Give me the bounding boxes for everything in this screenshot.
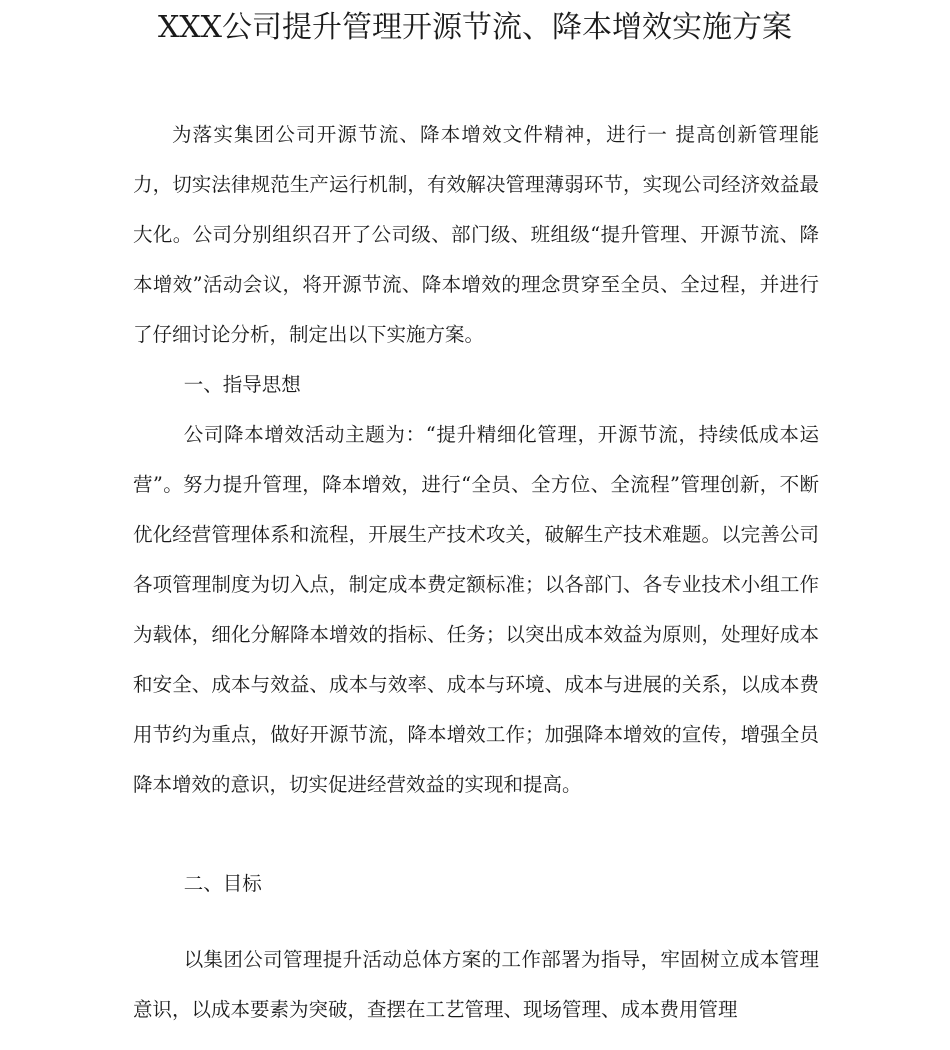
section-heading-goals: 二、目标 xyxy=(183,872,262,895)
intro-paragraph: 为落实集团公司开源节流、降本增效文件精神，进行一 提高创新管理能力，切实法律规范生产运行机制，有效解决管理薄弱环节，实现公司经济效益最大化。公司分别组织召开了公司级、部门级、班组级“提升管理、开源节流、降本增效”活动会议，将开源节流、降本增效的理念贯穿至全员、全过程，并进行了仔细讨论分析，制定出以下实施方案。 xyxy=(133,123,819,346)
document-title: XXX公司提升管理开源节流、降本增效实施方案 xyxy=(157,10,793,45)
section-heading-guiding-ideology: 一、指导思想 xyxy=(183,373,301,396)
guiding-ideology-paragraph: 公司降本增效活动主题为：“提升精细化管理，开源节流，持续低成本运营”。努力提升管理，降本增效，进行“全员、全方位、全流程”管理创新，不断优化经营管理体系和流程，开展生产技术攻关，破解生产技术难题。以完善公司各项管理制度为切入点，制定成本费定额标准；以各部门、各专业技术小组工作为载体，细化分解降本增效的指标、任务；以突出成本效益为原则，处理好成本和安全、成本与效益、成本与效率、成本与环境、成本与进展的关系，以成本费用节约为重点，做好开源节流，降本增效工作；加强降本增效的宣传，增强全员降本增效的意识，切实促进经营效益的实现和提高。 xyxy=(133,423,819,796)
goals-paragraph: 以集团公司管理提升活动总体方案的工作部署为指导，牢固树立成本管理意识，以成本要素为突破，查摆在工艺管理、现场管理、成本费用管理 xyxy=(133,948,819,1021)
